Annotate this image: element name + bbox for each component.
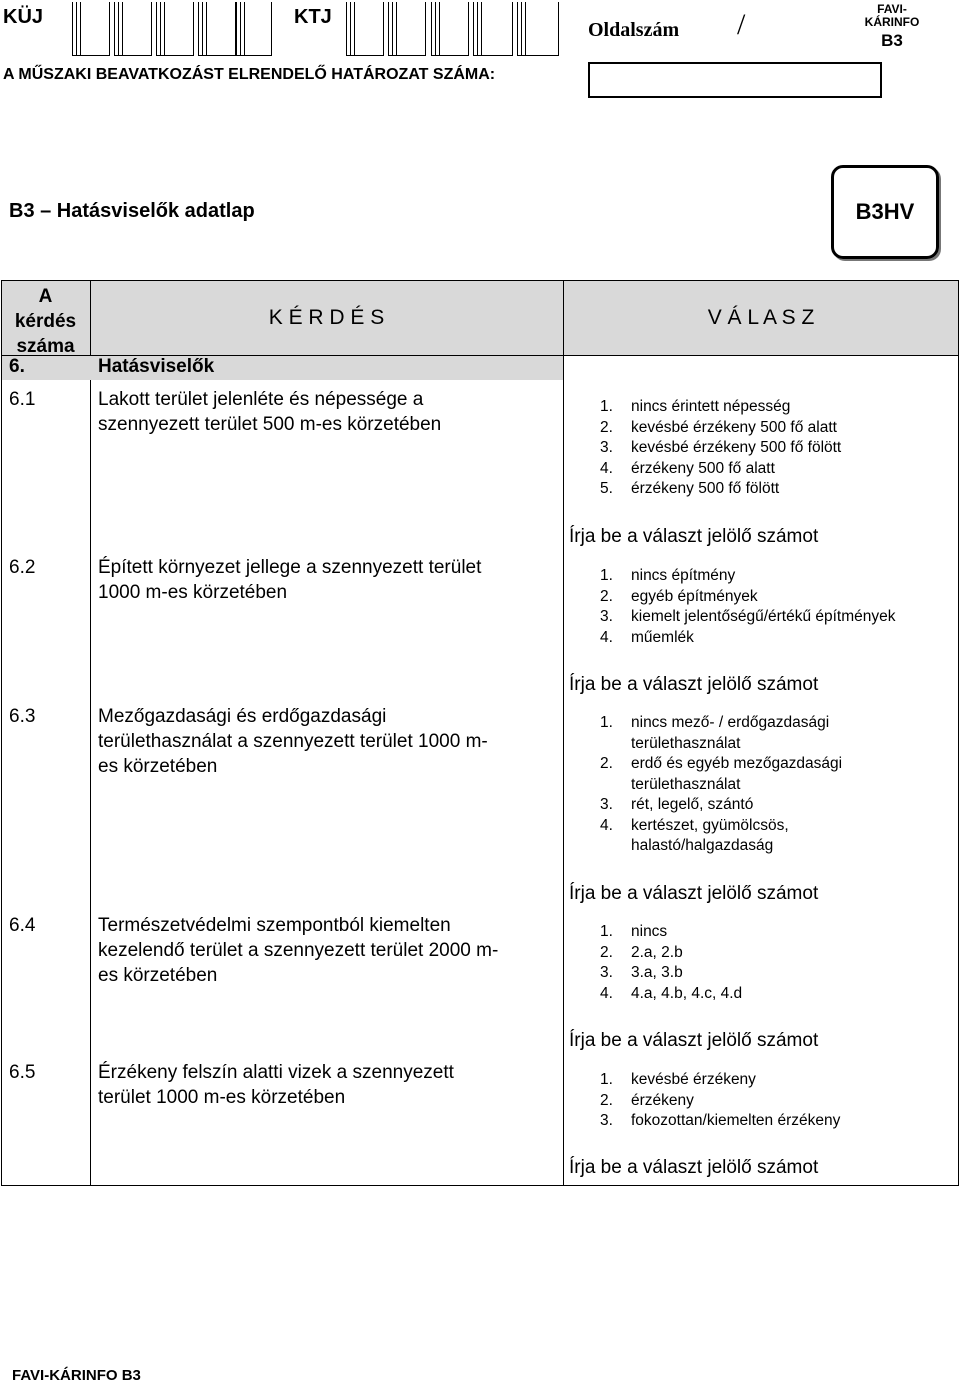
- answer-instruction[interactable]: Írja be a választ jelölő számot: [569, 883, 819, 904]
- kuj-label: KÜJ: [3, 6, 44, 28]
- decision-number-field[interactable]: [588, 62, 882, 98]
- answer-option: 1. kevésbé érzékeny: [600, 1071, 756, 1088]
- sheet-title: B3 – Hatásviselők adatlap: [9, 200, 255, 222]
- answer-options: [600, 566, 896, 648]
- question-number: 6.5: [9, 1062, 36, 1083]
- footer-label: FAVI-KÁRINFO B3: [12, 1367, 141, 1384]
- answer-option: 4. kertészet, gyümölcsös, halastó/halgazdaság: [600, 816, 789, 854]
- answer-option: 3. kiemelt jelentőségű/értékű építmények: [600, 608, 896, 625]
- answer-option: 4. érzékeny 500 fő alatt: [600, 459, 775, 477]
- answer-options: [600, 922, 742, 1004]
- ktj-code-field[interactable]: [343, 0, 563, 58]
- answer-option: 3. fokozottan/kiemelten érzékeny: [600, 1112, 841, 1129]
- answer-option: 5. érzékeny 500 fő fölött: [600, 480, 780, 497]
- question-text: Érzékeny felszín alatti vizek a szennyezett terület 1000 m-es körzetében: [98, 1062, 454, 1108]
- question-text: Lakott terület jelenléte és népessége a szennyezett terület 500 m-es körzetében: [98, 389, 442, 435]
- question-column-header: K É R D É S: [268, 306, 385, 329]
- sheet-code: B3HV: [855, 199, 915, 224]
- kuj-code-field[interactable]: [68, 0, 273, 58]
- section-title: Hatásviselők: [98, 356, 215, 377]
- answer-options: [600, 713, 842, 857]
- answer-option: 2. érzékeny: [600, 1091, 694, 1109]
- answer-instruction[interactable]: Írja be a választ jelölő számot: [569, 526, 819, 547]
- answer-option: 2. 2.a, 2.b: [600, 943, 683, 961]
- section-number: 6.: [9, 356, 25, 377]
- answer-option: 1. nincs érintett népesség: [600, 398, 791, 415]
- question-text: Épített környezet jellege a szennyezett terület 1000 m-es körzetében: [98, 557, 482, 603]
- answer-option: 1. nincs mező- / erdőgazdasági területhasználat: [600, 714, 830, 752]
- question-number: 6.4: [9, 915, 36, 936]
- answer-option: 4. 4.a, 4.b, 4.c, 4.d: [600, 984, 743, 1002]
- answer-option: 3. 3.a, 3.b: [600, 964, 683, 981]
- page-number-slash: /: [737, 8, 746, 41]
- answer-instruction[interactable]: Írja be a választ jelölő számot: [569, 1030, 819, 1051]
- answer-option: 4. műemlék: [600, 628, 694, 646]
- answer-options: [600, 1070, 840, 1132]
- sheet-code-box: [831, 165, 939, 259]
- answer-options: [600, 397, 841, 500]
- decision-number-label: A MŰSZAKI BEAVATKOZÁST ELRENDELŐ HATÁROZAT SZÁMA:: [3, 66, 496, 83]
- answer-option: 3. rét, legelő, szántó: [600, 796, 754, 813]
- question-text: Természetvédelmi szempontból kiemelten kezelendő terület a szennyezett terület 2000 m- es körzetében: [98, 915, 499, 986]
- answer-instruction[interactable]: Írja be a választ jelölő számot: [569, 674, 819, 695]
- question-number: 6.1: [9, 389, 36, 410]
- answer-option: 1. nincs: [600, 923, 668, 940]
- question-number-header: A kérdés száma: [14, 286, 77, 357]
- answer-option: 3. kevésbé érzékeny 500 fő fölött: [600, 439, 842, 456]
- question-text: Mezőgazdasági és erdőgazdasági területhasználat a szennyezett terület 1000 m- es körzetében: [98, 706, 488, 777]
- question-number: 6.3: [9, 706, 36, 727]
- answer-option: 2. erdő és egyéb mezőgazdasági területhasználat: [600, 755, 843, 793]
- ktj-label: KTJ: [294, 6, 332, 28]
- answer-column-header: V Á L A S Z: [707, 306, 815, 329]
- answer-option: 1. nincs építmény: [600, 567, 736, 584]
- favi-label: FAVI- KÁRINFO B3: [864, 2, 920, 50]
- answer-option: 2. kevésbé érzékeny 500 fő alatt: [600, 418, 837, 436]
- answer-option: 2. egyéb építmények: [600, 587, 758, 605]
- answer-instruction[interactable]: Írja be a választ jelölő számot: [569, 1157, 819, 1178]
- question-number: 6.2: [9, 557, 36, 578]
- page-number-label: Oldalszám: [588, 19, 680, 41]
